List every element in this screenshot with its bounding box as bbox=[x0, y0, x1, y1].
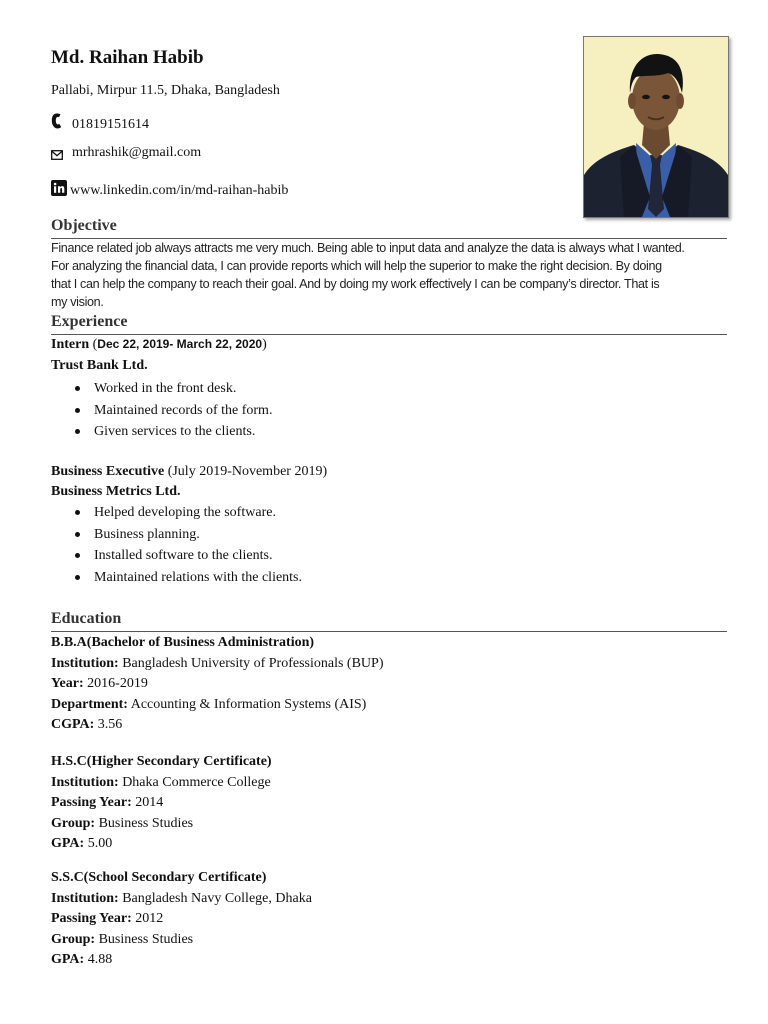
job-dates: Dec 22, 2019- March 22, 2020 bbox=[97, 337, 263, 351]
education-field bbox=[51, 674, 384, 695]
field-value: Business Studies bbox=[95, 931, 194, 947]
education-field bbox=[51, 773, 272, 794]
field-label: GPA: bbox=[51, 952, 85, 967]
education-field bbox=[51, 715, 384, 736]
education-field bbox=[51, 889, 312, 910]
list-item: Worked in the front desk. bbox=[94, 380, 272, 402]
field-value: 5.00 bbox=[84, 836, 113, 851]
field-value: Bangladesh Navy College, Dhaka bbox=[118, 890, 312, 906]
linkedin-icon bbox=[51, 180, 67, 196]
field-label: Institution: bbox=[51, 655, 119, 671]
profile-photo bbox=[583, 36, 729, 218]
field-value: Business Studies bbox=[95, 815, 194, 831]
objective-line: For analyzing the financial data, I can provide reports which will help the superior to make the right decision. By doing bbox=[51, 259, 662, 273]
list-item: Business planning. bbox=[94, 526, 302, 548]
job-dates-open: ( bbox=[89, 337, 98, 352]
job-dates: (July 2019-November 2019) bbox=[164, 464, 328, 479]
field-label: Institution: bbox=[51, 890, 119, 906]
education-field bbox=[51, 909, 312, 930]
education-entry-bba bbox=[51, 633, 384, 736]
education-field bbox=[51, 654, 384, 675]
field-value: Dhaka Commerce College bbox=[118, 774, 271, 790]
job-title-line bbox=[51, 337, 267, 353]
field-value: 2016-2019 bbox=[83, 676, 148, 691]
job-role: Intern bbox=[51, 337, 90, 352]
company-name: Business Metrics Ltd. bbox=[51, 484, 181, 499]
experience-divider bbox=[51, 334, 727, 335]
field-value: Bangladesh University of Professionals (BUP) bbox=[118, 655, 384, 671]
education-field bbox=[51, 695, 384, 716]
field-label: Year: bbox=[51, 676, 84, 691]
linkedin-url[interactable]: www.linkedin.com/in/md-raihan-habib bbox=[70, 183, 289, 198]
objective-heading: Objective bbox=[51, 217, 117, 234]
field-label: Passing Year: bbox=[51, 911, 132, 926]
objective-line: my vision. bbox=[51, 295, 104, 309]
candidate-name: Md. Raihan Habib bbox=[51, 47, 204, 68]
degree-title: H.S.C(Higher Secondary Certificate) bbox=[51, 754, 272, 769]
objective-paragraph bbox=[51, 239, 728, 311]
field-value: 2012 bbox=[131, 911, 164, 926]
objective-line: that I can help the company to reach their goal. And by doing my work effectively I can be company’s director. That is bbox=[51, 277, 660, 291]
job-dates-close: ) bbox=[262, 337, 267, 352]
education-field bbox=[51, 834, 272, 855]
field-value: Accounting & Information Systems (AIS) bbox=[127, 696, 367, 712]
degree-title: B.B.A(Bachelor of Business Administration) bbox=[51, 635, 315, 650]
education-divider bbox=[51, 631, 727, 632]
list-item: Given services to the clients. bbox=[94, 423, 272, 445]
education-field bbox=[51, 814, 272, 835]
field-value: 4.88 bbox=[84, 952, 113, 967]
list-item: Helped developing the software. bbox=[94, 504, 302, 526]
field-label: Passing Year: bbox=[51, 795, 132, 810]
list-item: Maintained records of the form. bbox=[94, 402, 272, 424]
field-label: GPA: bbox=[51, 836, 85, 851]
list-item: Installed software to the clients. bbox=[94, 547, 302, 569]
company-name: Trust Bank Ltd. bbox=[51, 358, 148, 373]
field-label: CGPA: bbox=[51, 717, 95, 732]
education-entry-hsc bbox=[51, 752, 272, 855]
email-address[interactable]: mrhrashik@gmail.com bbox=[72, 145, 202, 160]
education-field bbox=[51, 793, 272, 814]
job-role: Business Executive bbox=[51, 464, 165, 479]
field-label: Institution: bbox=[51, 774, 119, 790]
address: Pallabi, Mirpur 11.5, Dhaka, Bangladesh bbox=[51, 83, 280, 98]
education-field bbox=[51, 950, 312, 971]
education-heading: Education bbox=[51, 610, 122, 627]
education-field bbox=[51, 930, 312, 951]
field-label: Group: bbox=[51, 815, 96, 831]
duty-list bbox=[94, 380, 272, 445]
degree-title: S.S.C(School Secondary Certificate) bbox=[51, 870, 267, 885]
field-value: 3.56 bbox=[94, 717, 123, 732]
field-label: Group: bbox=[51, 931, 96, 947]
experience-heading: Experience bbox=[51, 313, 128, 330]
envelope-icon bbox=[51, 147, 63, 157]
duty-list bbox=[94, 504, 302, 590]
phone-number[interactable]: 01819151614 bbox=[72, 117, 149, 132]
education-entry-ssc bbox=[51, 868, 312, 971]
field-value: 2014 bbox=[131, 795, 164, 810]
phone-icon bbox=[51, 113, 63, 129]
field-label: Department: bbox=[51, 696, 128, 712]
list-item: Maintained relations with the clients. bbox=[94, 569, 302, 591]
objective-line: Finance related job always attracts me very much. Being able to input data and analyze the data is always what I wanted. bbox=[51, 241, 685, 255]
job-title-line bbox=[51, 464, 327, 480]
